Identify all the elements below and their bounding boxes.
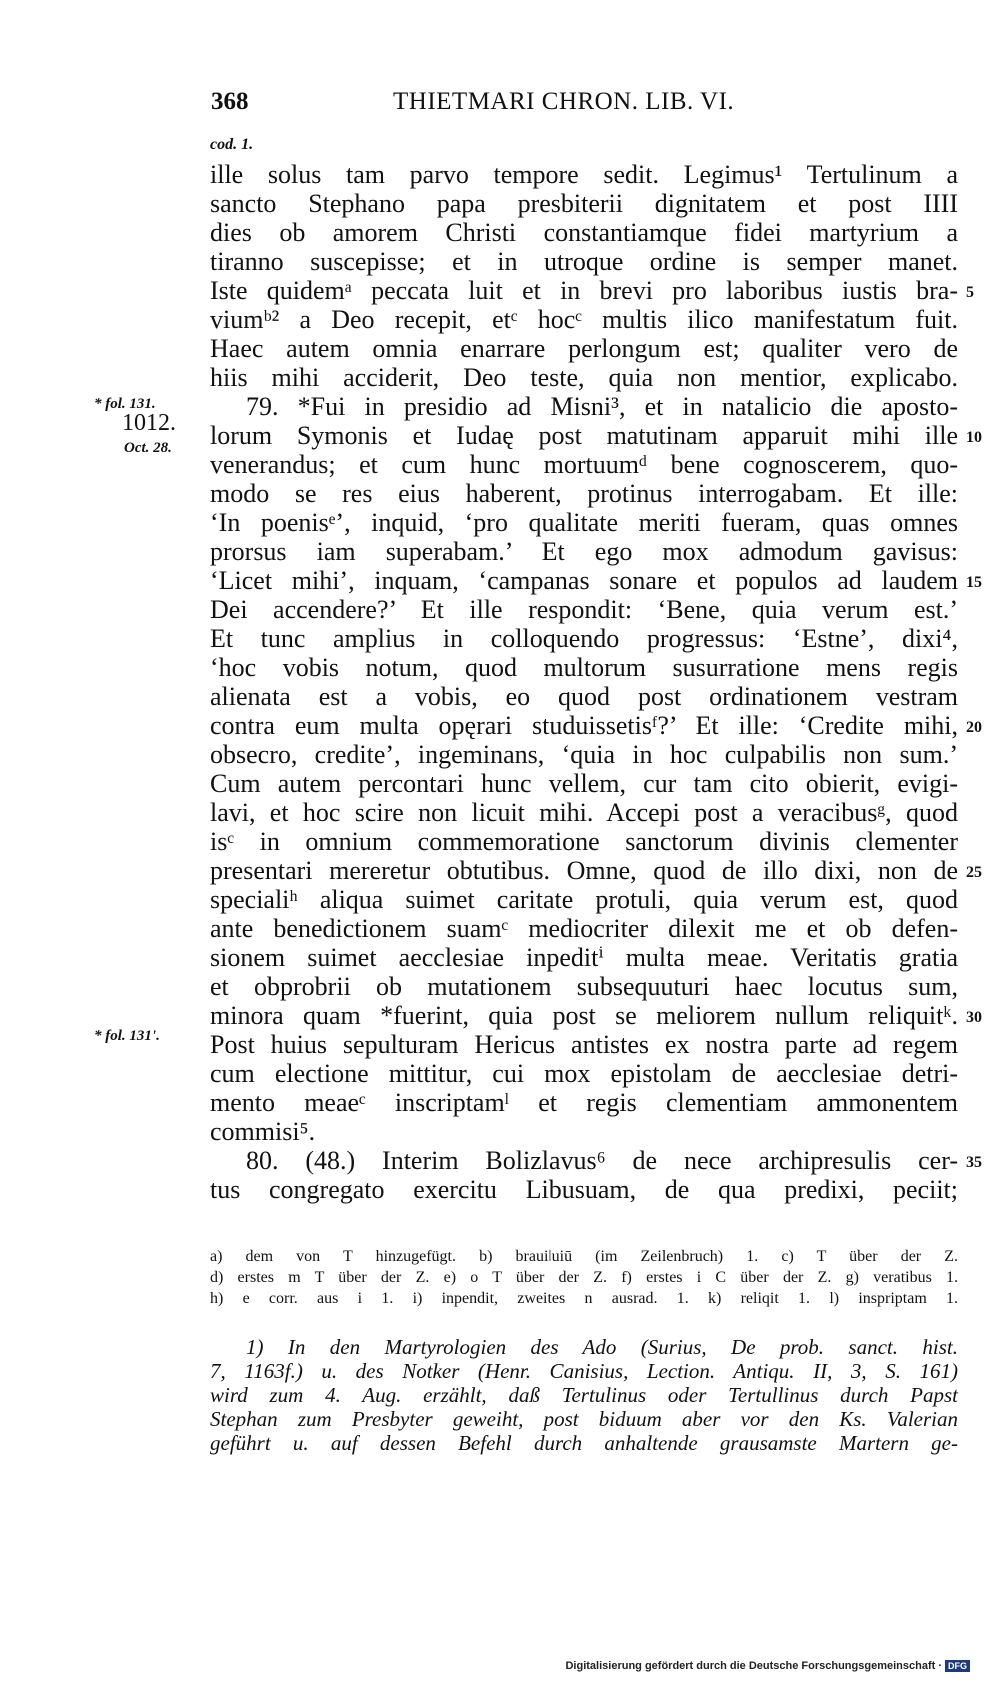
running-title: THIETMARI CHRON. LIB. VI. (393, 88, 735, 115)
apparatus-entry: e) o T über der Z. (443, 1269, 607, 1286)
line-number: 25 (966, 864, 982, 881)
line-number: 10 (966, 429, 982, 446)
digitization-text: Digitalisierung gefördert durch die Deutsche Forschungsgemeinschaft · (565, 1660, 942, 1672)
text-line: modo se res eius haberent, protinus interrogabam. Et ille: (210, 479, 958, 508)
apparatus-entry: c) T über der Z. (781, 1248, 959, 1265)
text-line: tiranno suscepisse; et in utroque ordine is semper manet. (210, 247, 958, 276)
text-line: mento meaeᶜ inscriptamˡ et regis clementiam ammonentem (210, 1088, 958, 1117)
dfg-logo: DFG (945, 1660, 970, 1672)
text-line: obsecro, credite’, ingeminans, ‘quia in hoc culpabilis non sum.’ (210, 740, 958, 769)
text-line: Et tunc amplius in colloquendo progressus: ‘Estne’, dixi⁴, (210, 624, 958, 653)
apparatus-entry: l) inspriptam 1. (829, 1290, 959, 1307)
line-number: 5 (966, 284, 974, 301)
apparatus-entry: h) e corr. aus i 1. (210, 1290, 394, 1307)
page-number: 368 (211, 88, 249, 115)
apparatus-entry: b) brauiǀuiū (im Zeilenbruch) 1. (479, 1248, 759, 1265)
text-line: lorum Symonis et Iudaę post matutinam apparuit mihi ille (210, 421, 958, 450)
text-line: cum electione mittitur, cui mox epistolam de aecclesiae detri- (210, 1059, 958, 1088)
margin-folio-131: * fol. 131. (94, 396, 156, 412)
text-line: venerandus; et cum hunc mortuumᵈ bene cognoscerem, quo- (210, 450, 958, 479)
codex-note: cod. 1. (210, 136, 254, 153)
text-line: Iste quidemᵃ peccata luit et in brevi pro laboribus iustis bra- (210, 276, 958, 305)
text-line: ante benedictionem suamᶜ mediocriter dilexit me et ob defen- (210, 914, 958, 943)
line-number: 15 (966, 574, 982, 591)
text-line: specialiʰ aliqua suimet caritate protuli, quia verum est, quod (210, 885, 958, 914)
text-line: Post huius sepulturam Hericus antistes ex nostra parte ad regem (210, 1030, 958, 1059)
text-line: sionem suimet aecclesiae inpeditⁱ multa meae. Veritatis gratia (210, 943, 958, 972)
text-line: ‘hoc vobis notum, quod multorum susurratione mens regis (210, 653, 958, 682)
text-line: isᶜ in omnium commemoratione sanctorum divinis clementer (210, 827, 958, 856)
text-line: commisi⁵. (210, 1117, 316, 1146)
text-line: presentari mereretur obtutibus. Omne, quod de illo dixi, non de (210, 856, 958, 885)
text-line: tus congregato exercitu Libusuam, de qua predixi, peciit; (210, 1175, 958, 1204)
text-line: minora quam *fuerint, quia post se meliorem nullum reliquitᵏ. (210, 1001, 958, 1030)
text-line: Dei accendere?’ Et ille respondit: ‘Bene, quia verum est.’ (210, 595, 958, 624)
digitization-notice (565, 1660, 970, 1672)
text-line: ‘In poenisᵉ’, inquid, ‘pro qualitate meriti fueram, quas omnes (210, 508, 958, 537)
margin-year: 1012. (122, 410, 176, 436)
text-line: prorsus iam superabam.’ Et ego mox admodum gavisus: (210, 537, 958, 566)
apparatus-row (210, 1247, 958, 1267)
text-line: hiis mihi acciderit, Deo teste, quia non mentior, explicabo. (210, 363, 958, 392)
apparatus-row (210, 1268, 958, 1288)
text-line: contra eum multa opęrari studuissetisᶠ?’ Et ille: ‘Credite mihi, (210, 711, 958, 740)
text-line-chapter-80: 80. (48.) Interim Bolizlavus⁶ de nece archipresulis cer- (246, 1146, 958, 1175)
apparatus-entry: a) dem von T hinzugefügt. (210, 1248, 457, 1265)
text-line: Cum autem percontari hunc vellem, cur tam cito obierit, evigi- (210, 769, 958, 798)
text-line: ‘Licet mihi’, inquam, ‘campanas sonare et populos ad laudem (210, 566, 958, 595)
margin-folio-131v: * fol. 131'. (94, 1028, 160, 1044)
footnote-line: wird zum 4. Aug. erzählt, daß Tertulinus oder Tertullinus durch Papst (210, 1383, 958, 1407)
text-line: sancto Stephano papa presbiterii dignitatem et post IIII (210, 189, 958, 218)
apparatus-entry: d) erstes m T über der Z. (210, 1269, 430, 1286)
text-line-chapter-79: 79. *Fui in presidio ad Misni³, et in natalicio die aposto- (246, 392, 958, 421)
apparatus-entry: f) erstes i C über der Z. (621, 1269, 832, 1286)
apparatus-entry: g) veratibus 1. (845, 1269, 959, 1286)
footnote-line: 7, 1163f.) u. des Notker (Henr. Canisius, Lection. Antiqu. II, 3, S. 161) (210, 1359, 958, 1383)
line-number: 35 (966, 1154, 982, 1171)
margin-date: Oct. 28. (124, 440, 172, 456)
text-line: alienata est a vobis, eo quod post ordinationem vestram (210, 682, 958, 711)
text-line: et obprobrii ob mutationem subsequuturi haec locutus sum, (210, 972, 958, 1001)
text-line: lavi, et hoc scire non licuit mihi. Accepi post a veracibusᵍ, quod (210, 798, 958, 827)
footnote-line: geführt u. auf dessen Befehl durch anhaltende grausamste Martern ge- (210, 1431, 958, 1455)
line-number: 20 (966, 719, 982, 736)
apparatus-row (210, 1289, 958, 1309)
text-line: ille solus tam parvo tempore sedit. Legimus¹ Tertulinum a (210, 160, 958, 189)
footnote-line: Stephan zum Presbyter geweiht, post biduum aber vor den Ks. Valerian (210, 1407, 958, 1431)
apparatus-entry: k) reliqit 1. (708, 1290, 811, 1307)
text-line: viumᵇ² a Deo recepit, etᶜ hocᶜ multis ilico manifestatum fuit. (210, 305, 958, 334)
footnote-line: 1) In den Martyrologien des Ado (Surius, De prob. sanct. hist. (246, 1335, 958, 1359)
apparatus-entry: i) inpendit, zweites n ausrad. 1. (412, 1290, 689, 1307)
text-line: Haec autem omnia enarrare perlongum est; qualiter vero de (210, 334, 958, 363)
text-line: dies ob amorem Christi constantiamque fidei martyrium a (210, 218, 958, 247)
line-number: 30 (966, 1009, 982, 1026)
